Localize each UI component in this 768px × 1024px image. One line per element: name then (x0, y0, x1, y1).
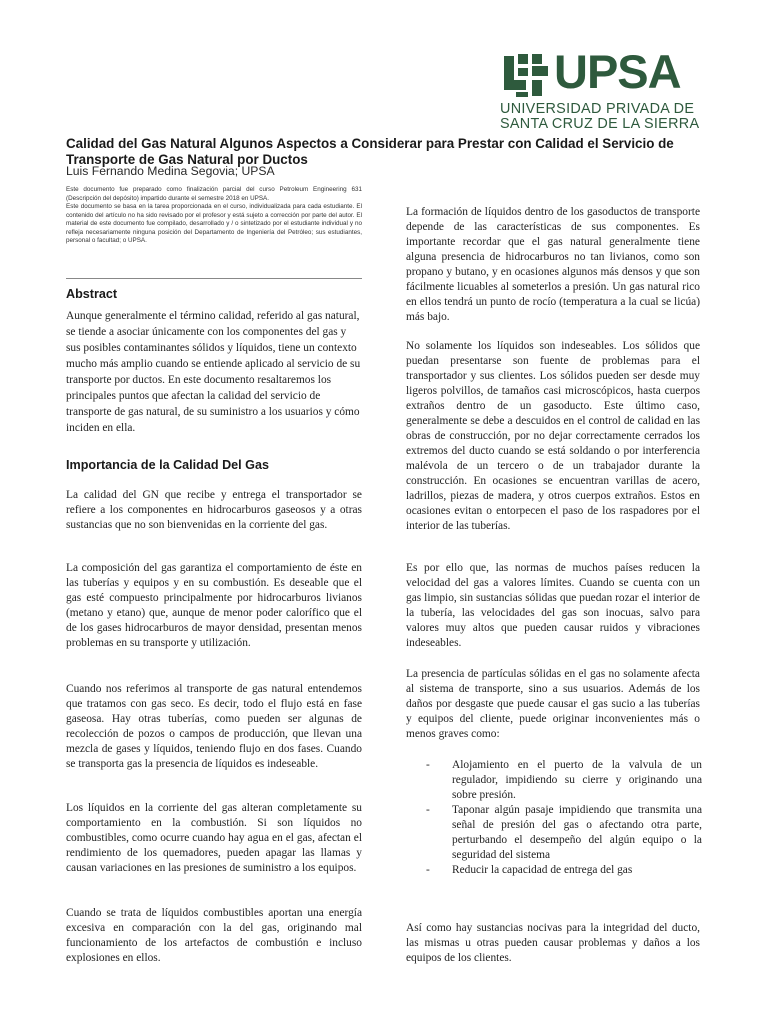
list-marker: - (426, 759, 430, 771)
abstract-heading: Abstract (66, 287, 118, 301)
paragraph-2: La composición del gas garantiza el comportamiento de éste en las tuberías y equipos y en su combustión. Es deseable que el gas esté compuesto principalmente por hidrocarburos livianos (metano y etano) que, aunque de menor poder calorífico que el de los gases hidrocarburos de mayor densidad, presentan menos problemas en su transporte y utilización. (66, 562, 362, 649)
paragraph-3: Cuando nos referimos al transporte de gas natural entendemos que tratamos con gas seco. Es decir, todo el flujo está en fase gaseosa. Hay otras tuberías, como pueden ser algunas de recolección de pozos o campos de producción, que llevan una mezcla de gases y líquidos, teniendo flujo en dos fases. Cuando se transporta gas la presencia de líquidos es indeseable. (66, 683, 362, 770)
upsa-logo (500, 45, 702, 132)
list-marker: - (426, 804, 430, 816)
list-marker: - (426, 864, 430, 876)
section-heading-importancia: Importancia de la Calidad Del Gas (66, 458, 269, 472)
list-item (426, 758, 702, 803)
logo-wordmark: UPSA (554, 45, 681, 98)
paragraph-9: La presencia de partículas sólidas en el gas no solamente afecta al sistema de transporte, sino a sus usuarios. Además de los daños por desgaste que puede causar el gas sucio a las tuberías y equipos del cliente, puede originar inconvenientes más o menos graves como: (406, 668, 700, 740)
paper-author: Luis Fernando Medina Segovia; UPSA (66, 164, 275, 178)
abstract-text: Aunque generalmente el término calidad, referido al gas natural, se tiende a asociar únicamente con los componentes del gas y sus posibles contaminantes sólidos y líquidos, tiene un contexto mucho más amplio cuando se entiende aplicado al servicio de su transporte por ductos. En este documento resaltaremos los principales puntos que afectan la calidad del servicio de transporte de gas natural, de su suministro a los usuarios y cómo inciden en ella. (66, 310, 361, 434)
paragraph-6: La formación de líquidos dentro de los gasoductos de transporte depende de las características de sus componentes. Es importante recordar que el gas natural generalmente tiene alguna presencia de hidrocarburos no tan livianos, como son propano y butano, y en ocasiones algunos más densos y que son fácilmente licuables al someterlos a presión. Un gas natural rico en ellos tendrá un punto de rocío (temperatura a la cual se licúa) más bajo. (406, 206, 700, 323)
list-item (426, 863, 702, 878)
upsa-emblem-icon (502, 52, 552, 98)
list-item-text: Taponar algún pasaje impidiendo que transmita una señal de presión del gas o afectando otra parte, perturbando el desempeño del algún equipo o la seguridad del sistema (452, 804, 702, 861)
list-item-text: Reducir la capacidad de entrega del gas (452, 864, 633, 876)
paragraph-4: Los líquidos en la corriente del gas alteran completamente su comportamiento en la combustión. Si son líquidos no combustibles, como ocurre cuando hay agua en el gas, afectan el rendimiento de los quemadores, pueden apagar las llamas y causan variaciones en las presiones de suministro a los equipos. (66, 802, 362, 874)
paragraph-7: No solamente los líquidos son indeseables. Los sólidos que puedan presentarse son fuente de problemas para el transportador y sus clientes. Los sólidos pueden ser desde muy ligeros polvillos, de tamaños casi microscópicos, hasta cuerpos extraños dentro de un gasoducto. Este último caso, generalmente se debe a descuidos en el control de calidad en las obras de construcción, por no dejar correctamente cerrados los extremos del ducto cuando se está soldando o por interferencia malévola de un tercero o de un trabajador durante la construcción. En ocasiones se encuentran varillas de acero, ladrillos, piezas de madera, y otros cuerpos extraños. Estos en ocasiones evitan o entorpecen el paso de los raspadores por el interior de las tuberías. (406, 340, 700, 532)
logo-subtitle-line2: SANTA CRUZ DE LA SIERRA (500, 116, 700, 132)
divider-line (66, 278, 362, 279)
paragraph-8: Es por ello que, las normas de muchos países reducen la velocidad del gas a valores límites. Cuando se cuenta con un gas limpio, sin sustancias sólidas que puedan rozar el interior de la tubería, las velocidades del gas son inocuas, salvo para valores muy altos que pueden causar ruidos y vibraciones indeseables. (406, 562, 700, 649)
disclaimer-paragraph-1: Este documento fue preparado como finalización parcial del curso Petroleum Engineering 631 (Descripción del depósito) impartido durante el semestre 2018 en UPSA. (66, 186, 362, 202)
paragraph-10: Así como hay sustancias nocivas para la integridad del ducto, las mismas u otras pueden causar problemas y daños a los equipos de los clientes. (406, 922, 700, 964)
list-item (426, 803, 702, 863)
list-item-text: Alojamiento en el puerto de la valvula de un regulador, impidiendo su cierre y originando una sobre presión. (452, 759, 702, 801)
disclaimer-note (66, 186, 362, 246)
paragraph-5: Cuando se trata de líquidos combustibles aportan una energía excesiva en comparación con la del gas, originando mal funcionamiento de los artefactos de combustión e incluso explosiones en ellos. (66, 907, 362, 964)
problems-list (426, 758, 702, 878)
logo-subtitle-line1: UNIVERSIDAD PRIVADA DE (500, 101, 695, 117)
paragraph-1: La calidad del GN que recibe y entrega el transportador se refiere a los componentes en hidrocarburos gaseosos y a otras sustancias que no son bienvenidas en la corriente del gas. (66, 489, 362, 531)
paper-title: Calidad del Gas Natural Algunos Aspectos a Considerar para Prestar con Calidad el Servicio de Transporte de Gas Natural por Ductos (66, 136, 674, 167)
disclaimer-paragraph-2: Este documento se basa en la tarea proporcionada en el curso, individualizada para cada estudiante. El contenido del artículo no ha sido revisado por el profesor y está sujeto a corrección por parte del autor. El material de este documento fue compilado, desarrollado y / o sintetizado por el estudiante individual y no refleja necesariamente ninguna posición del Departamento de Ingeniería del Petróleo; sus estudiantes, personal o facultad; o UPSA. (66, 203, 362, 244)
